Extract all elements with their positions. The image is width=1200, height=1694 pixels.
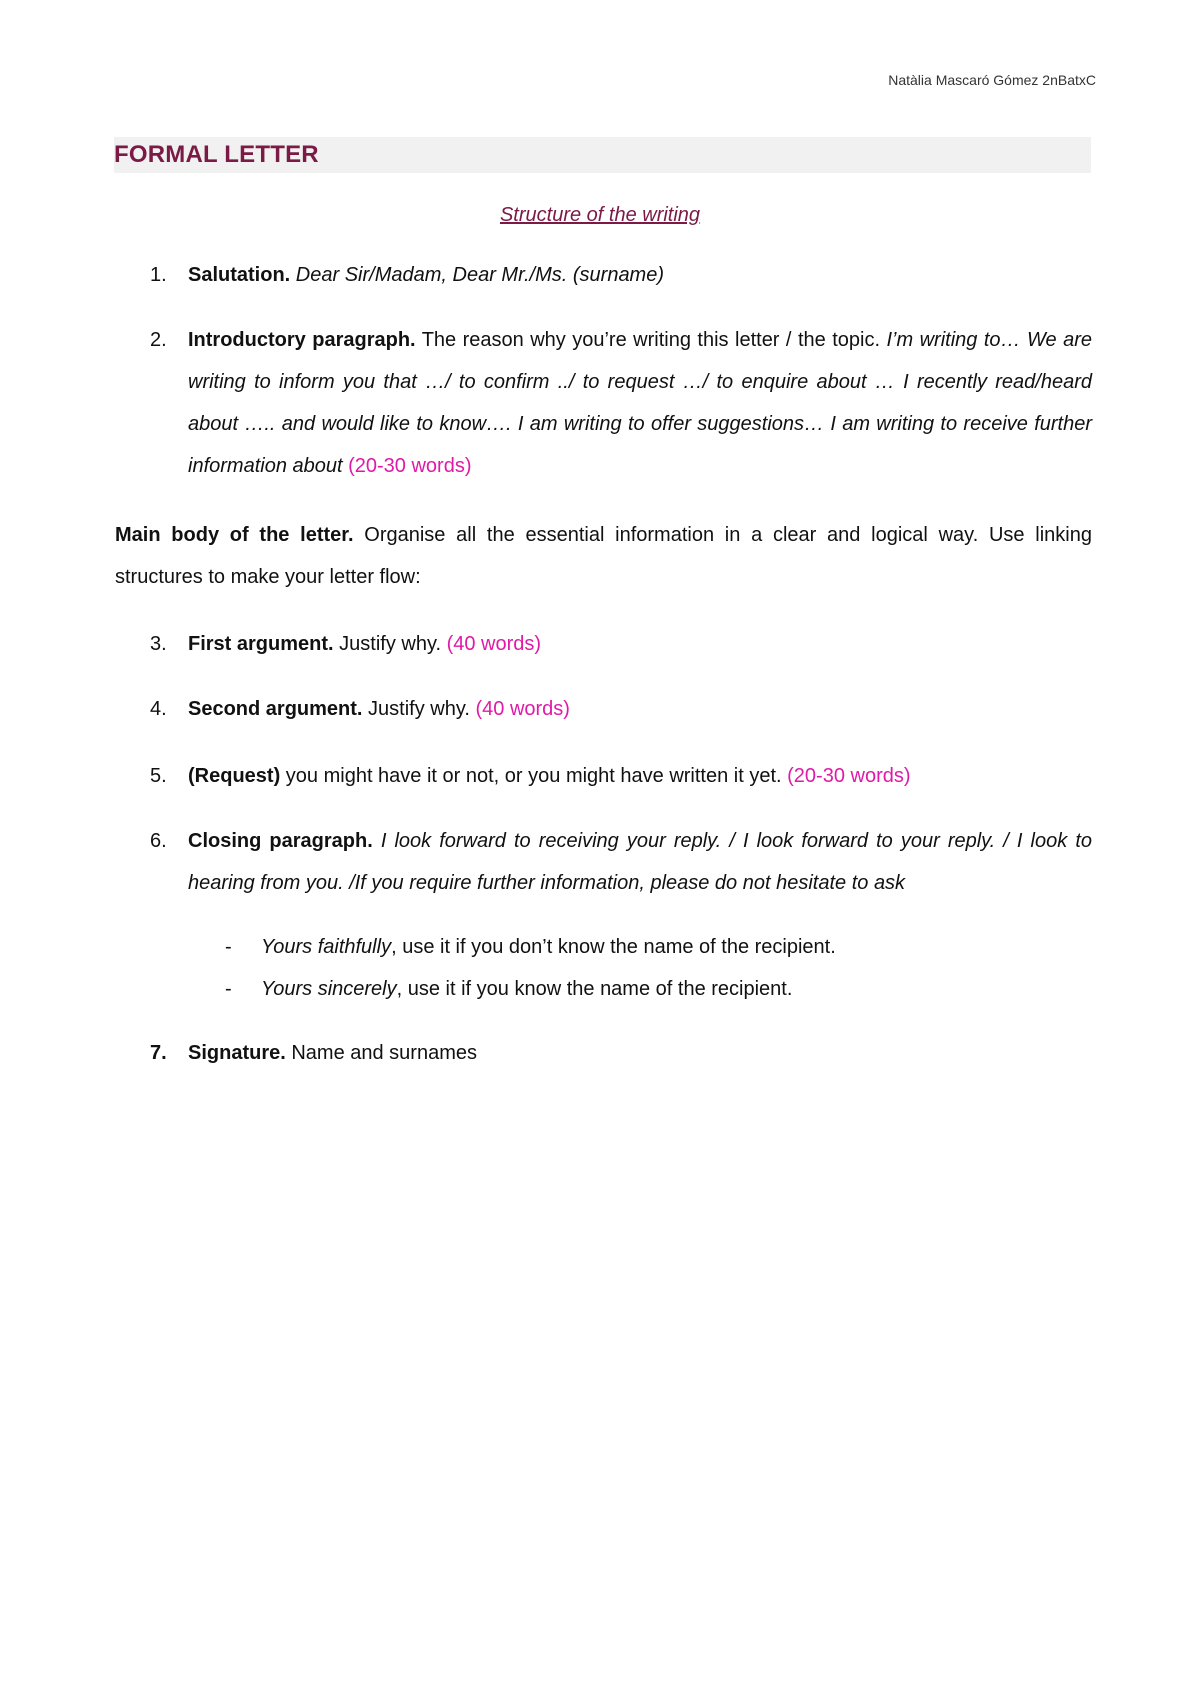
main-body-text: Organise all the essential information in a clear and logical way. Use linking structures to make your letter flow:: [115, 524, 1092, 588]
closing-usage: , use it if you don’t know the name of the recipient.: [391, 936, 836, 958]
list-item-salutation: [150, 254, 1092, 296]
list-item-signature: [150, 1032, 1092, 1074]
list-number: 1.: [150, 264, 167, 286]
item-text: Justify why.: [333, 633, 447, 655]
list-item-request: [150, 755, 1092, 797]
closing-phrase: Yours sincerely: [261, 978, 397, 1000]
item-heading: (Request): [188, 765, 281, 787]
item-text: The reason why you’re writing this letter / the topic.: [415, 329, 887, 351]
item-italic-text: I look forward to receiving your reply. / I look forward to your reply. / I look to hearing from you. /If you require further information, please do not hesitate to ask: [188, 830, 1093, 894]
closing-phrase: Yours faithfully: [261, 936, 392, 958]
word-count: (40 words): [475, 698, 570, 720]
document-title: FORMAL LETTER: [114, 141, 319, 168]
list-number: 2.: [150, 329, 167, 351]
item-heading: Salutation.: [188, 264, 291, 286]
item-italic-text: Dear Sir/Madam, Dear Mr./Ms. (surname): [290, 264, 665, 286]
list-dash: -: [225, 936, 232, 958]
word-count: (20-30 words): [342, 455, 472, 477]
item-heading: Signature.: [188, 1042, 286, 1064]
closing-option-sincerely: [225, 974, 792, 1004]
item-heading: Closing paragraph.: [188, 830, 373, 852]
list-number: 6.: [150, 830, 167, 852]
list-number: 5.: [150, 765, 167, 787]
word-count: (20-30 words): [787, 765, 911, 787]
list-item-introductory-paragraph: [150, 319, 1092, 487]
closing-usage: , use it if you know the name of the recipient.: [396, 978, 793, 1000]
item-heading: Introductory paragraph.: [188, 329, 416, 351]
title-bar: [114, 137, 1091, 173]
word-count: (40 words): [446, 633, 542, 655]
list-item-closing-paragraph: [150, 820, 1092, 904]
list-number: 7.: [150, 1042, 167, 1064]
item-heading: First argument.: [188, 633, 334, 655]
closing-option-faithfully: [225, 932, 836, 962]
item-italic-text: I’m writing to… We are writing to inform you that …/ to confirm ../ to request …/ to enquire about … I recently read/heard about ….. and would like to know…. I am writing to offer suggestions… I am writing to receive further information about: [188, 329, 1092, 477]
list-number: 4.: [150, 698, 167, 720]
list-number: 3.: [150, 633, 167, 655]
main-body-paragraph: [115, 514, 1092, 598]
item-text: you might have it or not, or you might have written it yet.: [280, 765, 788, 787]
page-header-author: Natàlia Mascaró Gómez 2nBatxC: [888, 72, 1096, 88]
item-text: Justify why.: [362, 698, 476, 720]
list-item-second-argument: [150, 688, 1092, 730]
list-item-first-argument: [150, 623, 1092, 665]
list-dash: -: [225, 978, 232, 1000]
item-text: Name and surnames: [285, 1042, 477, 1064]
main-body-heading: Main body of the letter.: [115, 524, 354, 546]
item-heading: Second argument.: [188, 698, 363, 720]
document-subtitle: Structure of the writing: [499, 204, 701, 226]
